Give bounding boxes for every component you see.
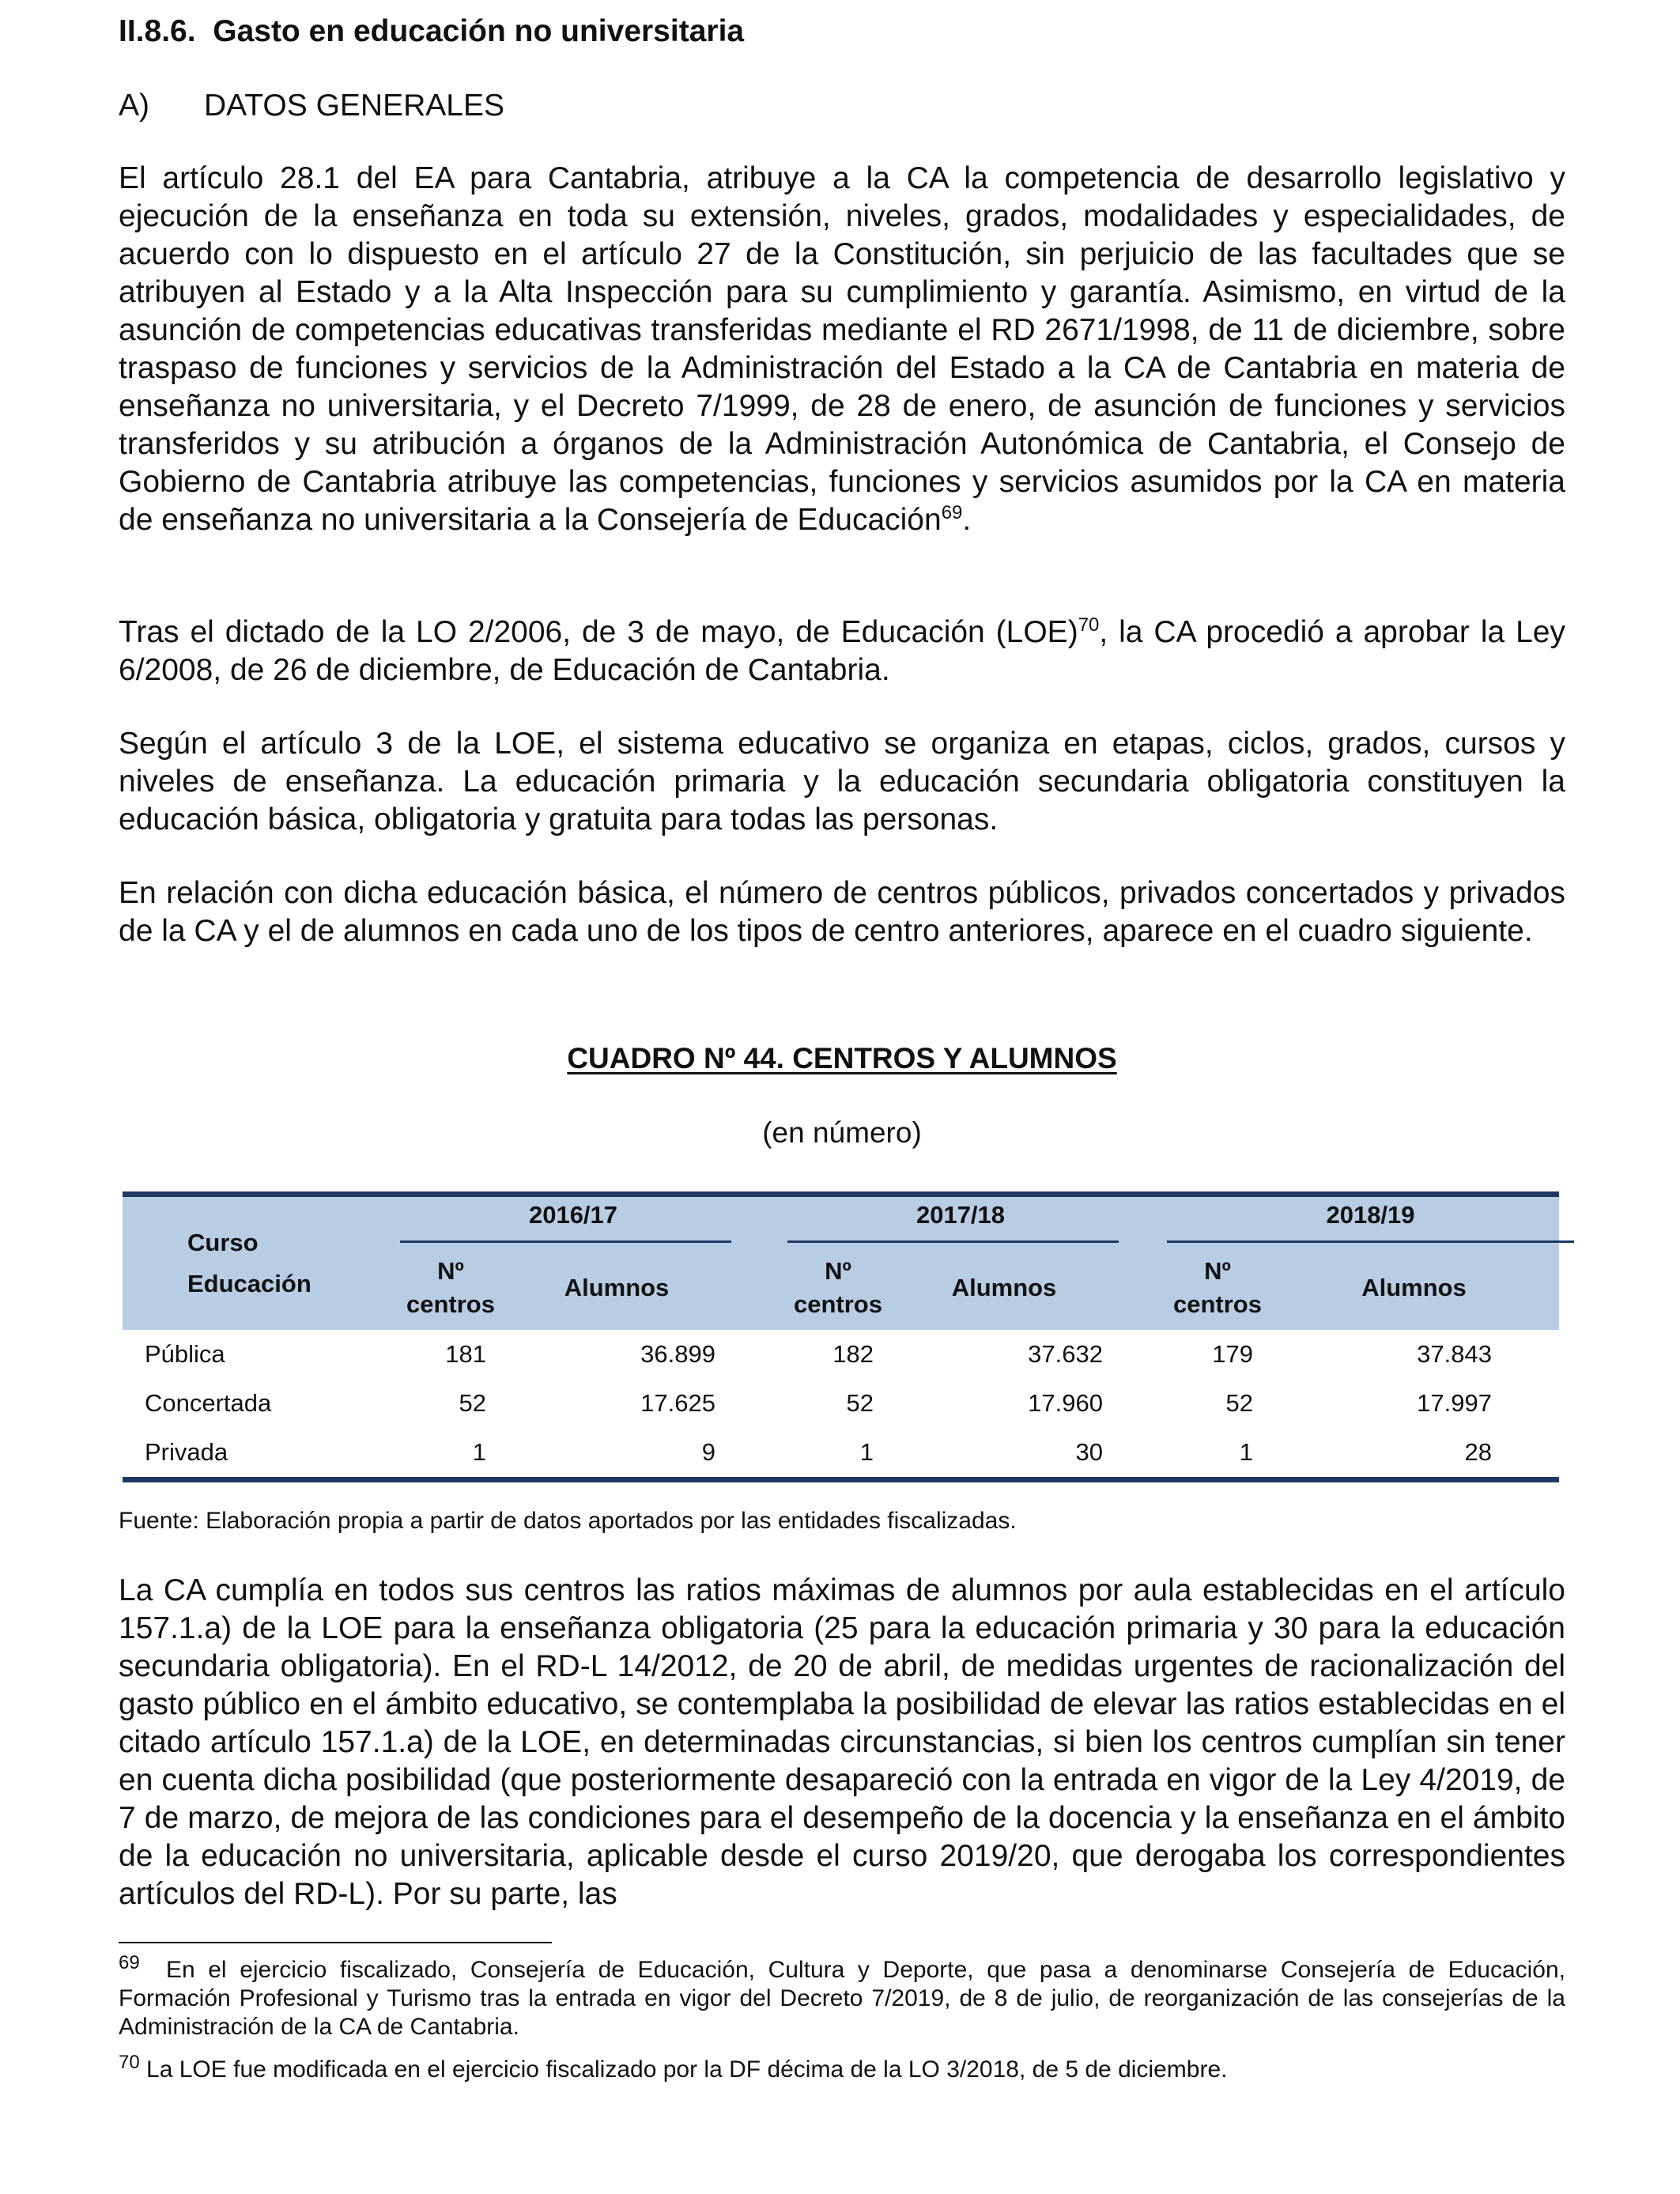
cell-value: 1 bbox=[787, 1428, 889, 1480]
cell-value: 181 bbox=[399, 1330, 502, 1379]
table-row bbox=[123, 1330, 1559, 1379]
footnote-ref-69[interactable]: 69 bbox=[941, 502, 963, 523]
cell-value: 37.843 bbox=[1269, 1330, 1559, 1379]
cell-value: 17.960 bbox=[889, 1379, 1119, 1428]
cell-value: 9 bbox=[502, 1428, 731, 1480]
section-number: II.8.6. bbox=[119, 14, 196, 48]
cell-value: 17.997 bbox=[1269, 1379, 1559, 1428]
subsection-heading bbox=[119, 89, 504, 123]
cell-value: 37.632 bbox=[889, 1330, 1119, 1379]
table-row bbox=[123, 1379, 1559, 1428]
section-heading bbox=[119, 14, 744, 49]
cell-value: 1 bbox=[1166, 1428, 1269, 1480]
year-header: 2018/19 bbox=[1166, 1195, 1559, 1247]
paragraph-4: En relación con dicha educación básica, el número de centros públicos, privados concertados y privados de la CA y el de alumnos en cada uno de los tipos de centro anteriores, aparece en el cuadro siguiente. bbox=[119, 876, 1565, 948]
col-header-centros: Nº centros bbox=[399, 1246, 502, 1330]
subsection-title: DATOS GENERALES bbox=[204, 89, 505, 123]
cell-value: 36.899 bbox=[502, 1330, 731, 1379]
row-label: Pública bbox=[123, 1330, 399, 1379]
row-header: Curso Educación bbox=[123, 1195, 399, 1331]
row-label: Concertada bbox=[123, 1379, 399, 1428]
paragraph-3: Según el artículo 3 de la LOE, el sistema educativo se organiza en etapas, ciclos, grados, cursos y niveles de enseñanza. La educación primaria y la educación secundaria obligatoria constituyen la educación básica, obligatoria y gratuita para todas las personas. bbox=[119, 727, 1565, 836]
table-row bbox=[123, 1428, 1559, 1480]
footnote-69: $^{69}$ En el ejercicio fiscalizado, Consejería de Educación, Cultura y Deporte, que pasa a denominarse Consejería de Educación, Formación Profesional y Turismo tras la entrada en vigor del Decreto 7/2019, de 8 de julio, de reorganización de las consejerías de la Administración de la CA de Cantabria. bbox=[119, 1952, 1566, 2040]
footnote-ref-70[interactable]: 70 bbox=[1078, 614, 1100, 636]
cell-value: 52 bbox=[1166, 1379, 1269, 1428]
col-header-alumnos: Alumnos bbox=[889, 1246, 1119, 1330]
year-header: 2016/17 bbox=[399, 1195, 731, 1247]
subsection-letter: A) bbox=[119, 89, 149, 123]
paragraph-2: Tras el dictado de la LO 2/2006, de 3 de mayo, de Educación (LOE)$^{70}$, la CA procedió a aprobar la Ley 6/2008, de 26 de diciembre, de Educación de Cantabria. bbox=[119, 614, 1565, 687]
cell-value: 52 bbox=[787, 1379, 889, 1428]
col-header-alumnos: Alumnos bbox=[502, 1246, 731, 1330]
footnote-mark: 70 bbox=[119, 2052, 140, 2073]
table-units: (en número) bbox=[762, 1116, 922, 1149]
cell-value: 52 bbox=[399, 1379, 502, 1428]
cell-value: 182 bbox=[787, 1330, 889, 1379]
cell-value: 179 bbox=[1166, 1330, 1269, 1379]
cell-value: 17.625 bbox=[502, 1379, 731, 1428]
table-caption: CUADRO Nº 44. CENTROS Y ALUMNOS bbox=[567, 1042, 1117, 1074]
row-label: Privada bbox=[123, 1428, 399, 1480]
footnote-mark: 69 bbox=[119, 1952, 140, 1973]
footnote-70: $^{70}$ La LOE fue modificada en el ejercicio fiscalizado por la DF décima de la LO 3/2018, de 5 de diciembre. bbox=[119, 2052, 1228, 2083]
footnote-divider bbox=[119, 1942, 552, 1943]
year-header: 2017/18 bbox=[787, 1195, 1119, 1247]
table-source: Fuente: Elaboración propia a partir de datos aportados por las entidades fiscalizadas. bbox=[119, 1508, 1017, 1534]
section-title: Gasto en educación no universitaria bbox=[213, 14, 745, 48]
data-table bbox=[123, 1191, 1559, 1482]
col-header-alumnos: Alumnos bbox=[1269, 1246, 1559, 1330]
cell-value: 28 bbox=[1269, 1428, 1559, 1480]
cell-value: 1 bbox=[399, 1428, 502, 1480]
col-header-centros: Nº centros bbox=[1166, 1246, 1269, 1330]
paragraph-5: La CA cumplía en todos sus centros las ratios máximas de alumnos por aula establecidas en el artículo 157.1.a) de la LOE para la enseñanza obligatoria (25 para la educación primaria y 30 para la educación secundaria obligatoria). En el RD-L 14/2012, de 20 de abril, de medidas urgentes de racionalización del gasto público en el ámbito educativo, se contemplaba la posibilidad de elevar las ratios establecidas en el citado artículo 157.1.a) de la LOE, en determinadas circunstancias, si bien los centros cumplían sin tener en cuenta dicha posibilidad (que posteriormente desapareció con la entrada en vigor de la Ley 4/2019, de 7 de marzo, de mejora de las condiciones para el desempeño de la docencia y la enseñanza en el ámbito de la educación no universitaria, aplicable desde el curso 2019/20, que derogaba los correspondientes artículos del RD-L). Por su parte, las bbox=[119, 1573, 1565, 1911]
cell-value: 30 bbox=[889, 1428, 1119, 1480]
paragraph-1: El artículo 28.1 del EA para Cantabria, atribuye a la CA la competencia de desarrollo legislativo y ejecución de la enseñanza en toda su extensión, niveles, grados, modalidades y especialidades, de acuerdo con lo dispuesto en el artículo 27 de la Constitución, sin perjuicio de las facultades que se atribuyen al Estado y a la Alta Inspección para su cumplimiento y garantía. Asimismo, en virtud de la asunción de competencias educativas transferidas mediante el RD 2671/1998, de 11 de diciembre, sobre traspaso de funciones y servicios de la Administración del Estado a la CA de Cantabria en materia de enseñanza no universitaria, y el Decreto 7/1999, de 28 de enero, de asunción de funciones y servicios transferidos y su atribución a órganos de la Administración Autonómica de Cantabria, el Consejo de Gobierno de Cantabria atribuye las competencias, funciones y servicios asumidos por la CA en materia de enseñanza no universitaria a la Consejería de Educación$^{69}$. bbox=[119, 161, 1565, 537]
col-header-centros: Nº centros bbox=[787, 1246, 889, 1330]
